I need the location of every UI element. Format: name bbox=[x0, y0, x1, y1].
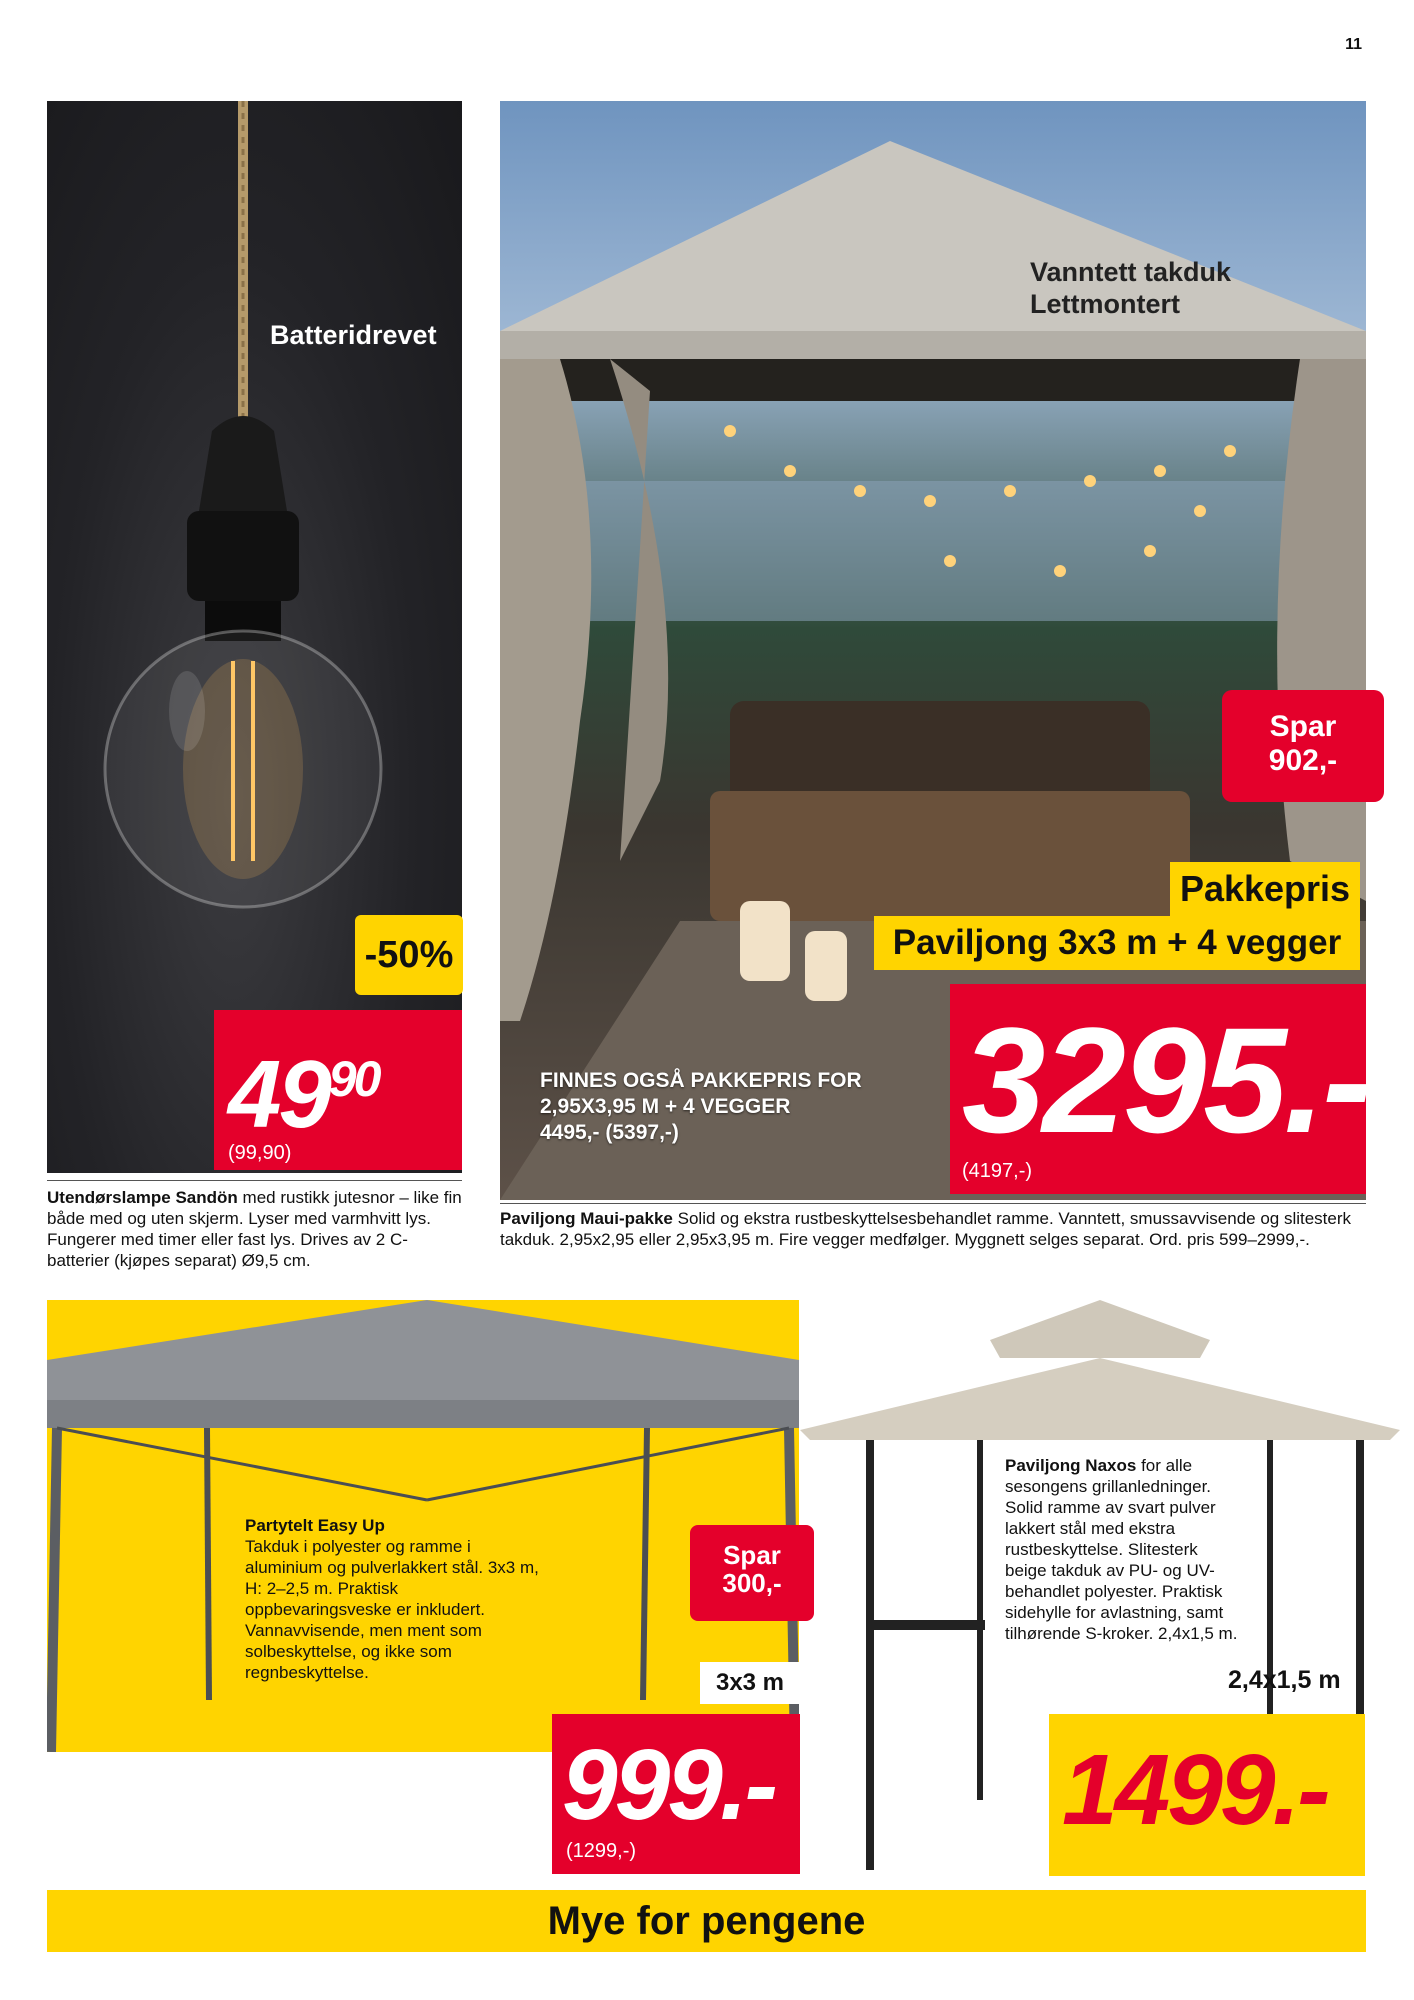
pavilion-description-text: Solid og ekstra rustbeskyttelsesbehandlet ramme. Vanntett, smussavvisende og slitesterk takduk. 2,95x2,95 eller 2,95x3,95 m. Fire vegger medfølger. Myggnett selges separat. Ord. pris 599–2999,-. bbox=[500, 1209, 1352, 1249]
tent-price: 999.- bbox=[562, 1729, 775, 1841]
pavilion-also-line1: FINNES OGSÅ PAKKEPRIS FOR bbox=[540, 1069, 862, 1092]
pavilion-tag-line2: Lettmontert bbox=[1030, 289, 1180, 319]
lamp-ord-price: (99,90) bbox=[228, 1142, 292, 1164]
lamp-price-main: 49 bbox=[228, 1041, 329, 1148]
naxos-price: 1499.- bbox=[1062, 1734, 1328, 1846]
lamp-price bbox=[228, 1040, 378, 1150]
tent-name: Partytelt Easy Up bbox=[245, 1516, 385, 1535]
footer-banner: Mye for pengene bbox=[47, 1890, 1366, 1952]
pavilion-spar-label: Spar bbox=[1269, 710, 1337, 743]
divider bbox=[47, 1180, 462, 1181]
tent-spar-label: Spar bbox=[723, 1540, 781, 1570]
lamp-description bbox=[47, 1187, 467, 1271]
pavilion-ord-price: (4197,-) bbox=[962, 1160, 1033, 1182]
lamp-feature-tag: Batteridrevet bbox=[270, 320, 437, 350]
pavilion-price: 3295.- bbox=[962, 996, 1370, 1164]
pavilion-name: Paviljong Maui-pakke bbox=[500, 1209, 673, 1228]
divider bbox=[500, 1203, 1366, 1204]
page-number: 11 bbox=[1345, 36, 1362, 53]
pavilion-spar-badge bbox=[1222, 690, 1384, 802]
naxos-size: 2,4x1,5 m bbox=[1228, 1666, 1341, 1694]
naxos-name: Paviljong Naxos bbox=[1005, 1456, 1137, 1475]
tent-ord-price: (1299,-) bbox=[566, 1840, 637, 1862]
naxos-description-text: for alle sesongens grillanledninger. Solid ramme av svart pulver lakkert stål med ekstra rustbeskyttelse. Slitesterk beige takduk av PU- og UV-behandlet polyester. Praktisk sidehylle for avlastning, samt tilhørende S-kroker. 2,4x1,5 m. bbox=[1005, 1456, 1238, 1643]
tent-description bbox=[245, 1515, 545, 1683]
tent-description-text: Takduk i polyester og ramme i aluminium og pulverlakkert stål. 3x3 m, H: 2–2,5 m. Praktisk oppbevaringsveske er inkludert. Vannavvisende, men ment som solbeskyttelse, og ikke som regnbeskyttelse. bbox=[245, 1537, 539, 1682]
pavilion-spar-amount: 902,- bbox=[1268, 744, 1338, 777]
pavilion-also-available bbox=[540, 1068, 862, 1146]
pavilion-also-line2: 2,95X3,95 M + 4 VEGGER bbox=[540, 1095, 791, 1118]
tent-spar-amount: 300,- bbox=[722, 1568, 782, 1598]
tent-spar-badge bbox=[690, 1525, 814, 1621]
package-title: Paviljong 3x3 m + 4 vegger bbox=[874, 916, 1360, 970]
package-price-label: Pakkepris bbox=[1170, 862, 1360, 916]
discount-badge: -50% bbox=[355, 915, 463, 995]
lamp-name: Utendørslampe Sandön bbox=[47, 1188, 238, 1207]
pavilion-also-line3: 4495,- (5397,-) bbox=[540, 1121, 679, 1144]
pavilion-description bbox=[500, 1208, 1370, 1250]
tent-size: 3x3 m bbox=[700, 1662, 800, 1704]
pavilion-feature-tag bbox=[1030, 256, 1231, 320]
lamp-price-cents: 90 bbox=[328, 1051, 379, 1107]
lamp-description-text: med rustikk jutesnor – like fin både med og uten skjerm. Lyser med varmhvitt lys. Fungerer med timer eller fast lys. Drives av 2 C-batterier (kjøpes separat) Ø9,5 cm. bbox=[47, 1188, 462, 1270]
naxos-description bbox=[1005, 1455, 1240, 1644]
pavilion-tag-line1: Vanntett takduk bbox=[1030, 257, 1232, 287]
